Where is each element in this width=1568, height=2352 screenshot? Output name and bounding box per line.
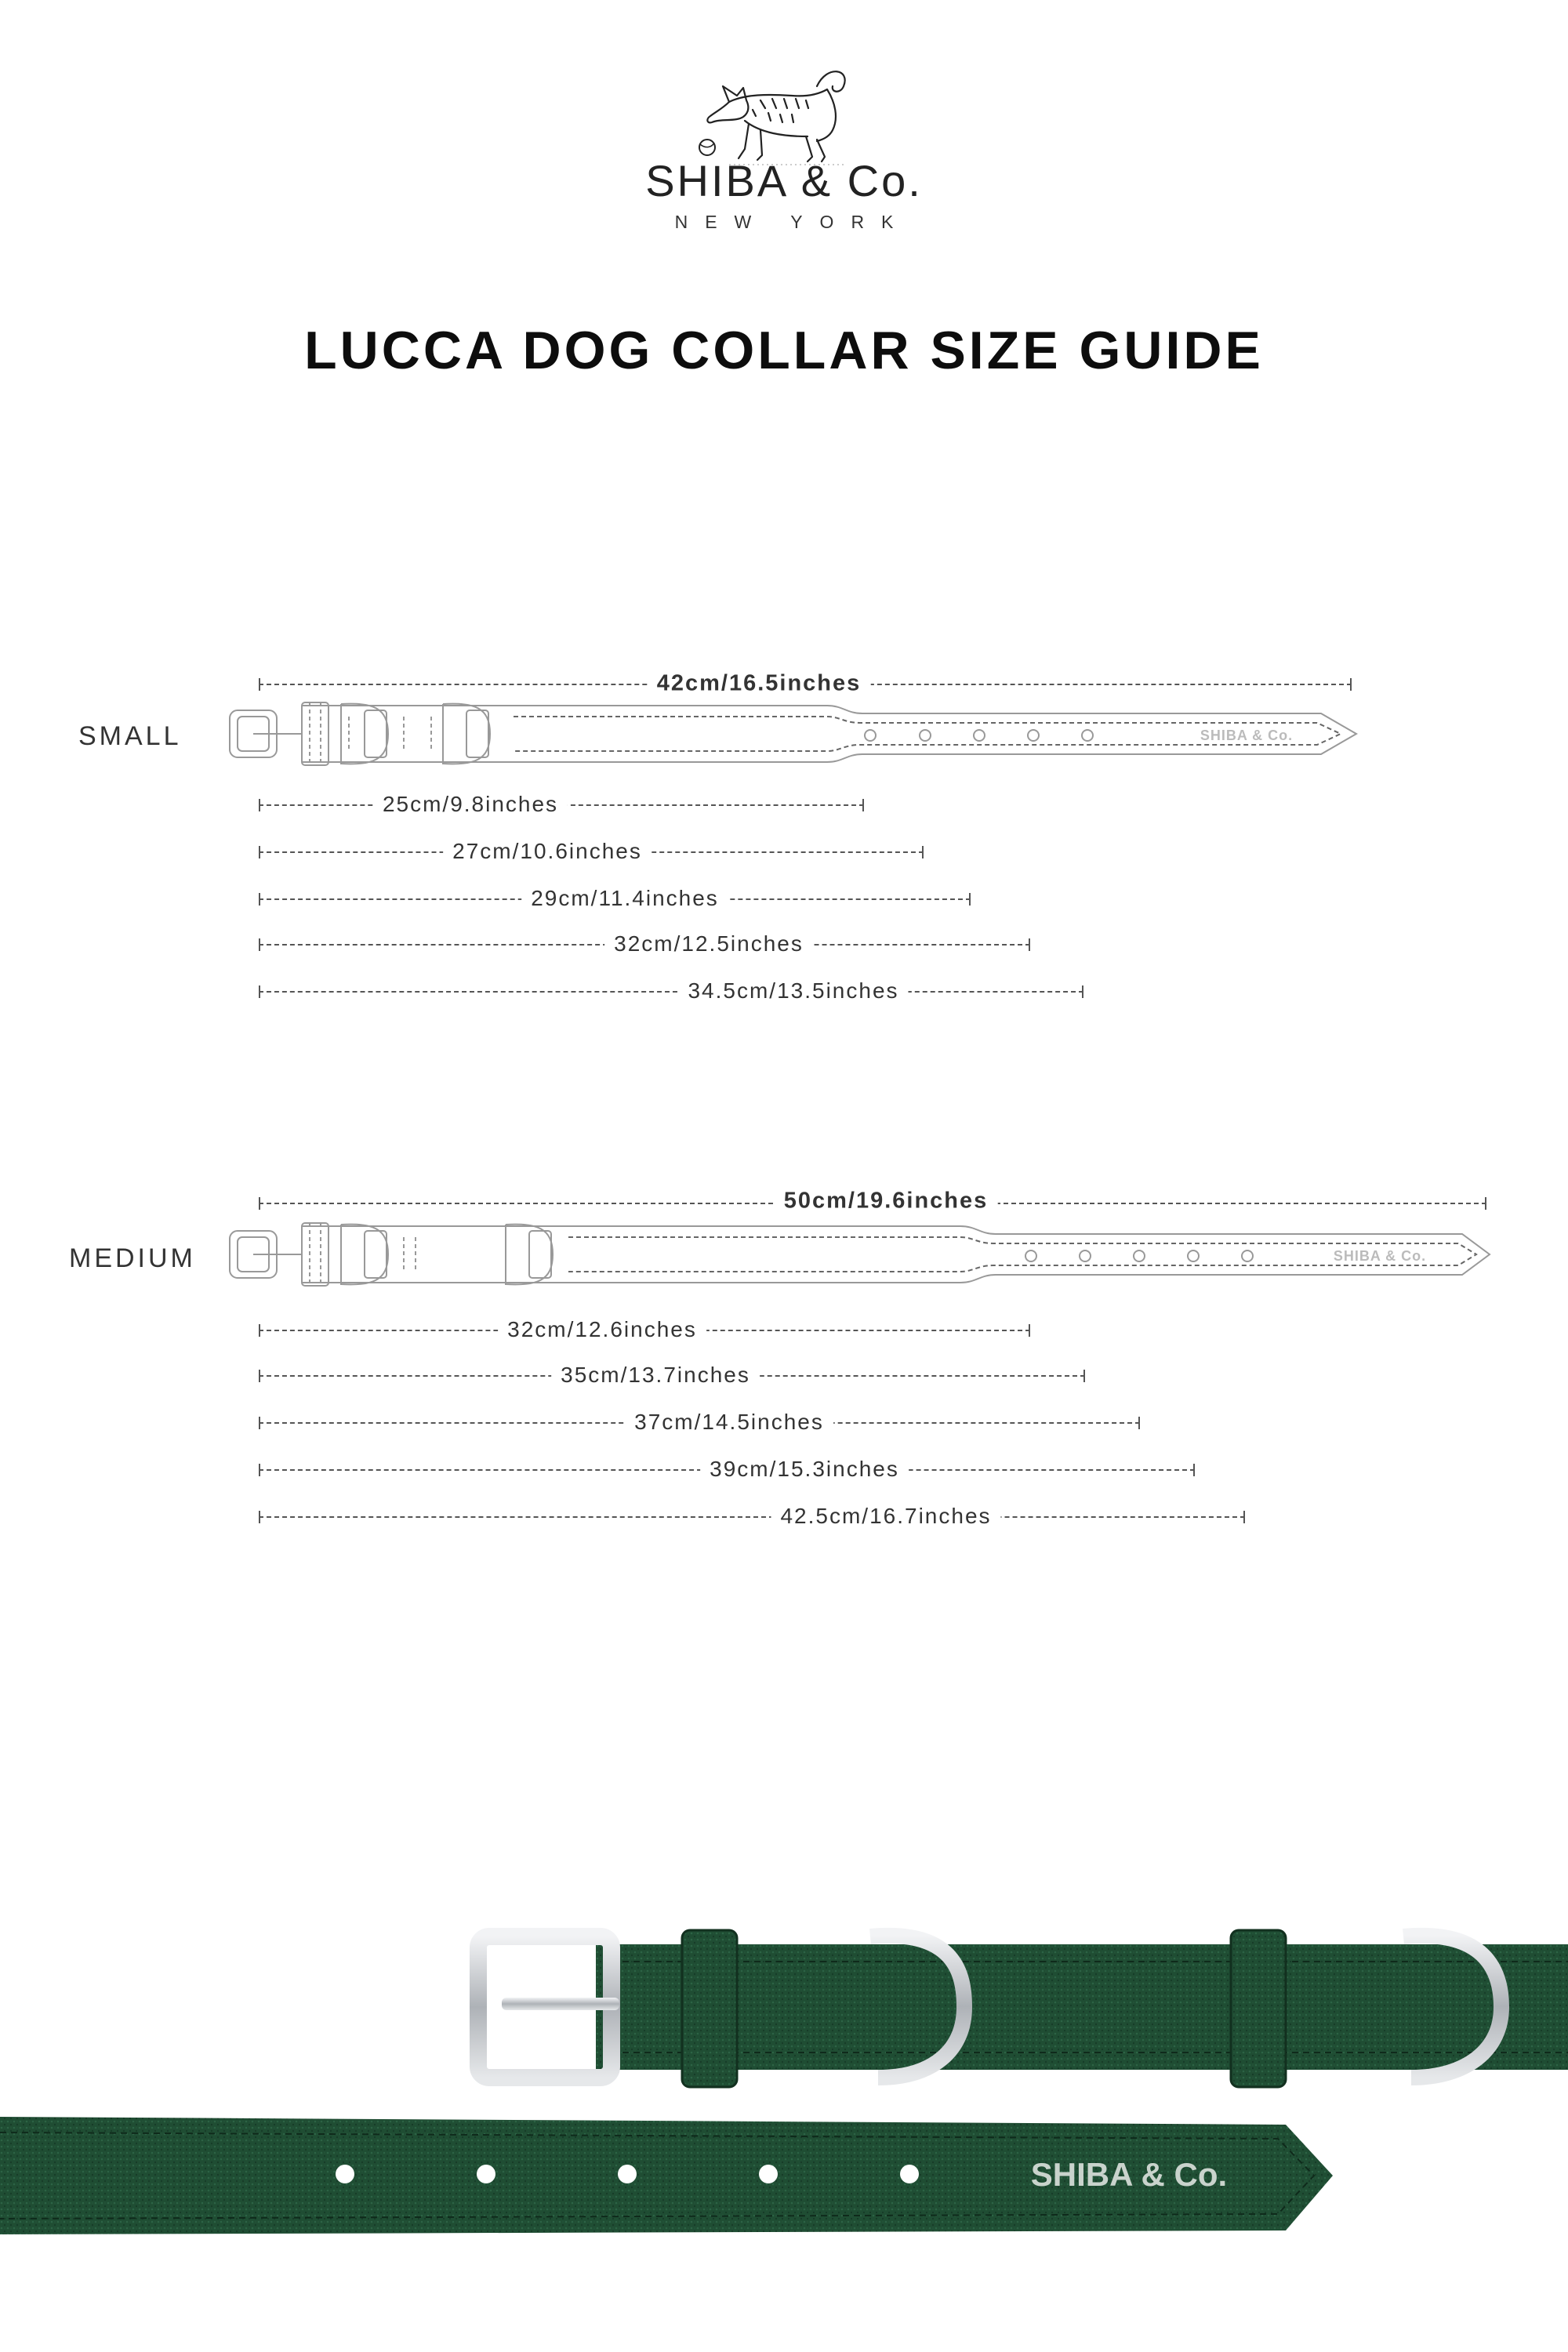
- brand-name: SHIBA & Co.: [645, 156, 923, 205]
- collar-imprint-small: SHIBA & Co.: [1200, 728, 1294, 743]
- collar-product-photo: [0, 1913, 1568, 2321]
- total-length-small: 42cm/16.5inches: [648, 671, 871, 697]
- hole-length-small-3: 29cm/11.4inches: [521, 886, 728, 911]
- hole-length-medium-4: 39cm/15.3inches: [700, 1457, 909, 1482]
- hole-length-small-2: 27cm/10.6inches: [443, 839, 652, 864]
- hole-length-medium-5: 42.5cm/16.7inches: [771, 1504, 1000, 1529]
- hole-length-small-4: 32cm/12.5inches: [604, 931, 813, 956]
- hole-length-medium-1: 32cm/12.6inches: [498, 1317, 706, 1342]
- size-label-medium: MEDIUM: [69, 1243, 196, 1273]
- brand-city: NEW YORK: [674, 212, 911, 232]
- size-label-small: SMALL: [78, 721, 182, 751]
- hole-length-medium-3: 37cm/14.5inches: [625, 1410, 833, 1435]
- hole-line-medium-5: [259, 1516, 1245, 1519]
- hole-length-medium-2: 35cm/13.7inches: [551, 1363, 760, 1388]
- photo-imprint: SHIBA & Co.: [1030, 2156, 1228, 2193]
- hole-line-small-5: [259, 991, 1083, 994]
- collar-diagram-medium: [223, 1217, 1501, 1300]
- page-title: LUCCA DOG COLLAR SIZE GUIDE: [304, 321, 1264, 380]
- collar-imprint-medium: SHIBA & Co.: [1333, 1248, 1427, 1264]
- hole-length-small-1: 25cm/9.8inches: [373, 792, 568, 817]
- collar-diagram-small: [223, 696, 1368, 779]
- hole-length-small-5: 34.5cm/13.5inches: [678, 978, 908, 1004]
- total-length-medium: 50cm/19.6inches: [775, 1189, 998, 1214]
